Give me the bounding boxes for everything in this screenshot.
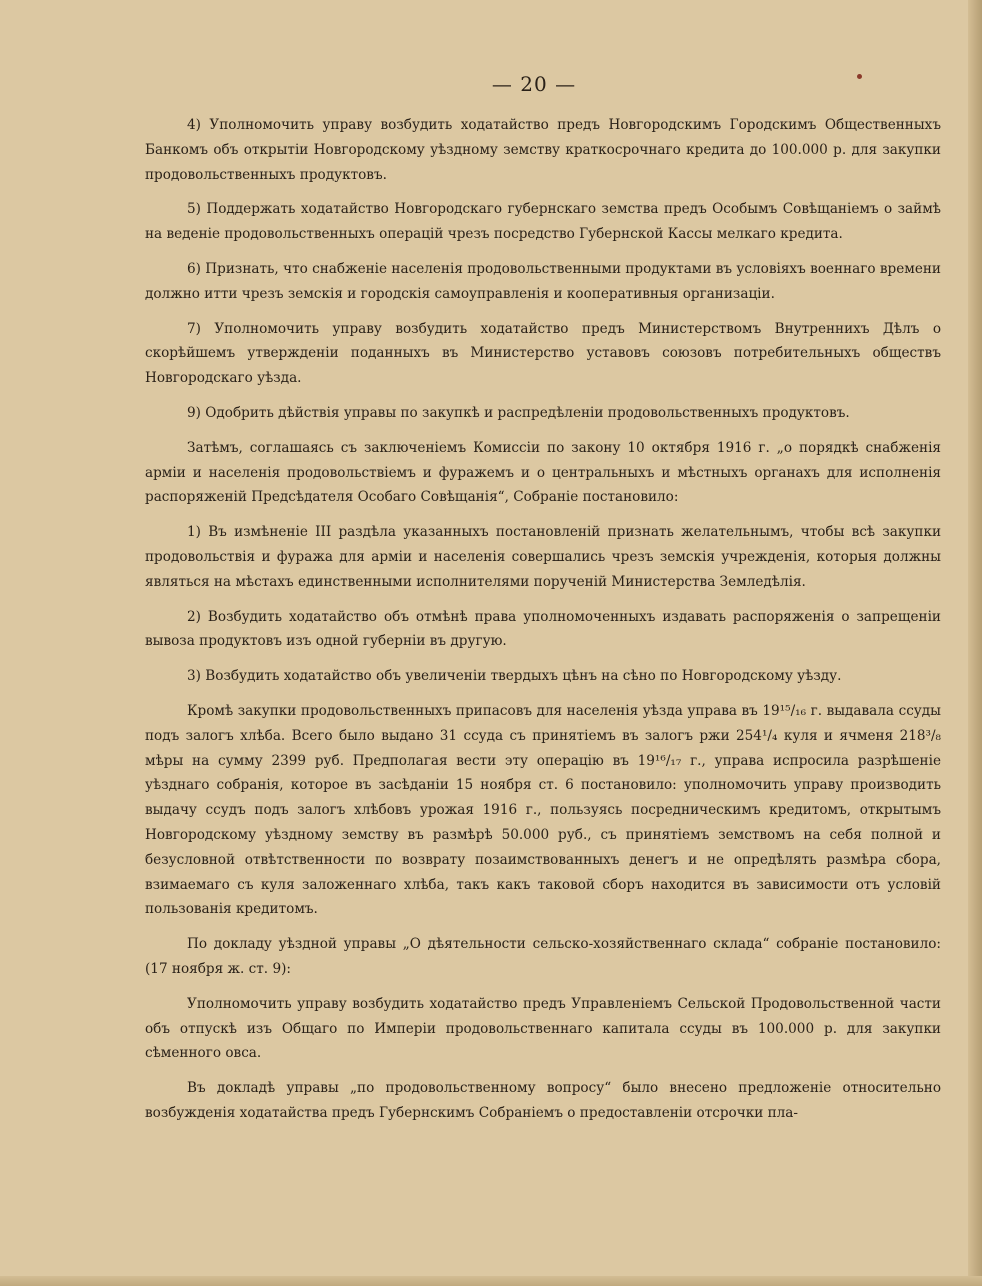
paragraph: 5) Поддержать ходатайство Новгородскаго губернскаго земства предъ Особымъ Совѣщанiемъ о займѣ на веденiе продовольственныхъ операцiй чрезъ посредство Губернской Кассы мелкаго кредита.: [145, 201, 941, 243]
paragraph: По докладу уѣздной управы „О дѣятельности сельско-хозяйственнаго склада“ собранiе постановило: (17 ноября ж. ст. 9):: [145, 936, 941, 977]
paragraph: Затѣмъ, соглашаясь съ заключенiемъ Комиссiи по закону 10 октября 1916 г. „о порядкѣ снабженiя армiи и населенiя продовольствiемъ и фуражемъ и о центральныхъ и мѣстныхъ органахъ для исполненiя распоряженiй Предсѣдателя Особаго Совѣщанiя“, Собранiе постановило:: [145, 439, 941, 506]
paragraph: 9) Одобрить дѣйствiя управы по закупкѣ и распредѣленiи продовольственныхъ продуктовъ.: [187, 404, 850, 421]
paragraph: 2) Возбудить ходатайство объ отмѣнѣ права уполномоченныхъ издавать распоряженiя о запрещенiи вывоза продуктовъ изъ одной губернiи въ другую.: [145, 608, 941, 650]
paragraph: Въ докладѣ управы „по продовольственному вопросу“ было внесено предложенiе относительно возбужденiя ходатайства предъ Губернскимъ Собранiемъ о предоставленiи отсрочки пла-: [145, 1080, 941, 1121]
document-body: [145, 113, 941, 1136]
paragraph: 3) Возбудить ходатайство объ увеличенiи твердыхъ цѣнъ на сѣно по Новгородскому уѣзду.: [187, 668, 842, 685]
paragraph: Кромѣ закупки продовольственныхъ припасовъ для населенiя уѣзда управа въ 19¹⁵/₁₆ г. выдавала ссуды подъ залогъ хлѣба. Всего было выдано 31 ссуда съ принятiемъ въ залогъ ржи 254¹/₄ куля и ячменя 218³/₈ мѣры на сумму 2399 руб. Предполагая вести эту операцiю въ 19¹⁶/₁₇ г., управа испросила разрѣшенiе уѣзднаго собранiя, которое въ засѣданiи 15 ноября ст. 6 постановило: уполномочить управу производить выдачу ссудъ подъ залогъ хлѣбовъ урожая 1916 г., пользуясь посредническимъ кредитомъ, открытымъ Новгородскому уѣздному земству въ размѣрѣ 50.000 руб., съ принятiемъ земствомъ на себя полной и безусловной отвѣтственности по возврату позаимствованныхъ денегъ и не опредѣлять размѣра сбора, взимаемаго съ куля заложеннаго хлѣба, такъ какъ таковой сборъ находится въ зависимости отъ условiй пользованiя кредитомъ.: [145, 702, 941, 918]
paragraph: Уполномочить управу возбудить ходатайство предъ Управленiемъ Сельской Продовольственной части объ отпускѣ изъ Общаго по Имперiи продовольственнаго капитала ссуды въ 100.000 р. для закупки сѣменного овса.: [145, 995, 941, 1062]
page-number: — 20 —: [491, 72, 577, 96]
page-edge-shadow: [968, 0, 982, 1286]
paragraph: 1) Въ измѣненiе III раздѣла указанныхъ постановленiй признать желательнымъ, чтобы всѣ закупки продовольствiя и фуража для армiи и населенiя совершались чрезъ земскiя учрежденiя, которыя должны являться на мѣстахъ единственными исполнителями порученiй Министерства Земледѣлiя.: [145, 524, 941, 590]
page-bottom-shadow: [0, 1276, 982, 1286]
paragraph: 4) Уполномочить управу возбудить ходатайство предъ Новгородскимъ Городскимъ Общественныхъ Банкомъ объ открытiи Новгородскому уѣздному земству краткосрочнаго кредита до 100.000 р. для закупки продовольственныхъ продуктовъ.: [145, 117, 941, 183]
paragraph: 7) Уполномочить управу возбудить ходатайство предъ Министерствомъ Внутреннихъ Дѣлъ о скорѣйшемъ утвержденiи поданныхъ въ Министерство уставовъ союзовъ потребительныхъ обществъ Новгородскаго уѣзда.: [145, 320, 941, 387]
paragraph: 6) Признать, что снабженiе населенiя продовольственными продуктами въ условiяхъ военнаго времени должно итти чрезъ земскiя и городскiя самоуправленiя и кооперативныя организацiи.: [145, 260, 941, 302]
